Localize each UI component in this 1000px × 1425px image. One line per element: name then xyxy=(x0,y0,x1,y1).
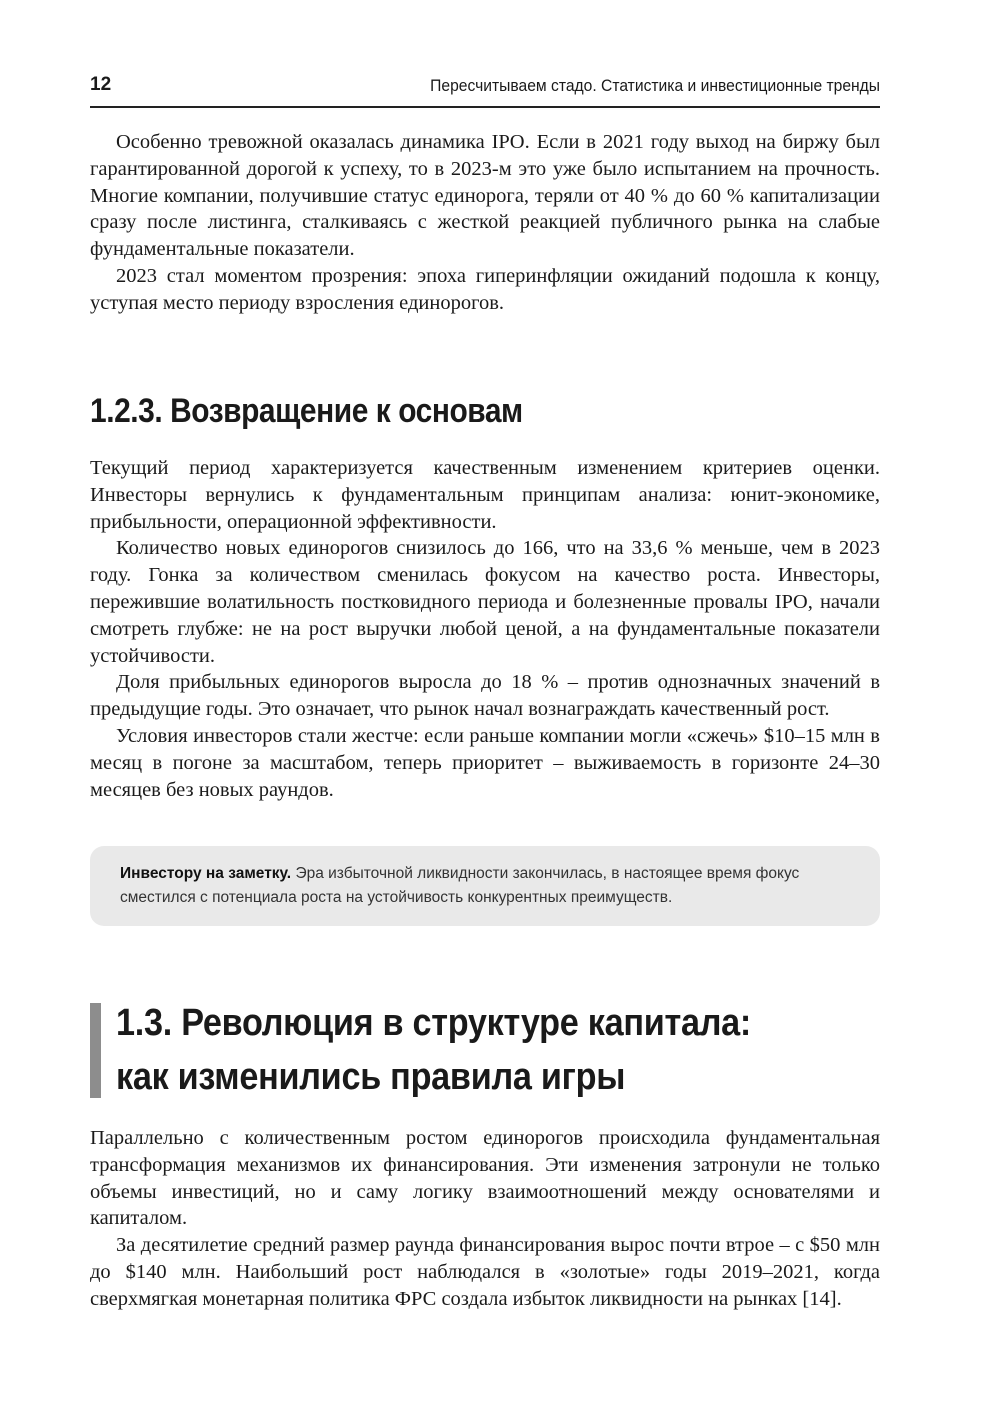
note-text: Эра избыточной ликвидности закончилась, в настоящее время фокус сместился с потенциала роста на устойчивость конкурентных преимуществ. xyxy=(120,865,800,906)
paragraph: Доля прибыльных единорогов выросла до 18 % – против однозначных значений в предыдущие годы. Это означает, что рынок начал вознаграждать качественный рост. xyxy=(90,671,880,721)
heading-line: 1.3. Революция в структуре капитала: xyxy=(116,1002,752,1044)
running-header xyxy=(90,70,880,108)
section-1-3-text xyxy=(90,1125,880,1313)
running-title: Пересчитываем стадо. Статистика и инвестиционные тренды xyxy=(430,76,880,95)
note-label: Инвестору на заметку. xyxy=(120,865,292,882)
section-heading-1-2-3: 1.2.3. Возвращение к основам xyxy=(90,392,523,430)
paragraph: Количество новых единорогов снизилось до 166, что на 33,6 % меньше, чем в 2023 году. Гонка за количеством сменилась фокусом на качество роста. Инвесторы, пережившие волатильность постковидного периода и болезненные провалы IPO, начали смотреть глубже: не на рост выручки любой ценой, а на фундаментальные показатели устойчивости. xyxy=(90,537,880,667)
paragraph: Текущий период характеризуется качественным изменением критериев оценки. Инвесторы вернулись к фундаментальным принципам анализа: юнит-экономике, прибыльности, операционной эффективности. xyxy=(90,457,880,533)
heading-line: как изменились правила игры xyxy=(116,1056,626,1098)
page-number: 12 xyxy=(90,74,112,95)
paragraph: За десятилетие средний размер раунда финансирования вырос почти втрое – с $50 млн до $140 млн. Наибольший рост наблюдался в «золотые» годы 2019–2021, когда сверхмягкая монетарная политика ФРС создала избыток ликвидности на рынках [14]. xyxy=(90,1234,880,1310)
paragraph: 2023 стал моментом прозрения: эпоха гиперинфляции ожиданий подошла к концу, уступая место периоду взросления единорогов. xyxy=(90,264,880,314)
intro-text xyxy=(90,129,880,317)
section-1-2-3-text xyxy=(90,455,880,803)
section-heading-1-3 xyxy=(116,996,818,1104)
paragraph: Параллельно с количественным ростом единорогов происходила фундаментальная трансформация механизмов их финансирования. Эти изменения затронули не только объемы инвестиций, но и саму логику взаимоотношений между основателями и капиталом. xyxy=(90,1127,880,1230)
heading-accent-bar xyxy=(90,1003,101,1098)
paragraph: Условия инвесторов стали жестче: если раньше компании могли «сжечь» $10–15 млн в месяц в погоне за масштабом, теперь приоритет – выживаемость в горизонте 24–30 месяцев без новых раундов. xyxy=(90,724,880,801)
investor-note-box xyxy=(90,846,880,926)
paragraph: Особенно тревожной оказалась динамика IPO. Если в 2021 году выход на биржу был гарантированной дорогой к успеху, то в 2023-м это уже было испытанием на прочность. Многие компании, получившие статус единорога, теряли от 40 % до 60 % капитализации сразу после листинга, сталкиваясь с жесткой реакцией публичного рынка на слабые фундаментальные показатели. xyxy=(90,131,880,261)
